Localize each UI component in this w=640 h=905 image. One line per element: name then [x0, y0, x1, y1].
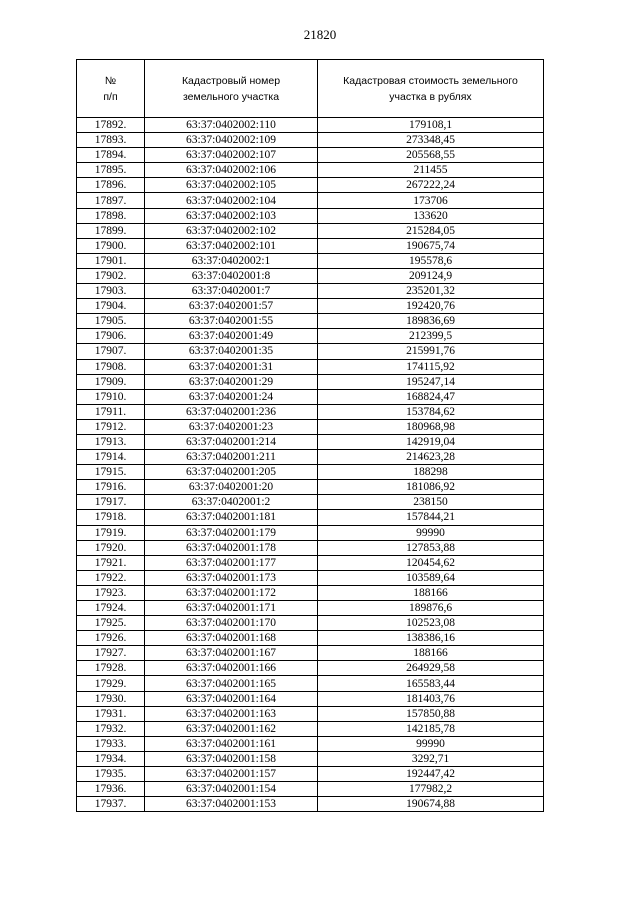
cell-cadastral-number: 63:37:0402002:106 — [145, 163, 318, 178]
cell-number: 17904. — [77, 299, 145, 314]
table-row — [77, 691, 544, 706]
cell-number: 17921. — [77, 555, 145, 570]
table-row — [77, 268, 544, 283]
cell-cadastral-number: 63:37:0402001:181 — [145, 510, 318, 525]
cell-cadastral-value: 142185,78 — [318, 721, 544, 736]
table-row — [77, 706, 544, 721]
cell-number: 17935. — [77, 767, 145, 782]
table-row — [77, 751, 544, 766]
table-row — [77, 721, 544, 736]
table-row — [77, 404, 544, 419]
table-row — [77, 570, 544, 585]
cell-cadastral-number: 63:37:0402001:57 — [145, 299, 318, 314]
table-row — [77, 676, 544, 691]
cell-cadastral-number: 63:37:0402001:236 — [145, 404, 318, 419]
cell-cadastral-value: 189876,6 — [318, 601, 544, 616]
table-row — [77, 148, 544, 163]
table-row — [77, 374, 544, 389]
table-row — [77, 299, 544, 314]
cell-number: 17930. — [77, 691, 145, 706]
column-header-cadastral-number: Кадастровый номер земельного участка — [145, 60, 318, 118]
cell-number: 17903. — [77, 284, 145, 299]
cell-cadastral-value: 195247,14 — [318, 374, 544, 389]
cell-cadastral-number: 63:37:0402001:7 — [145, 284, 318, 299]
cell-cadastral-value: 192420,76 — [318, 299, 544, 314]
cell-cadastral-number: 63:37:0402001:211 — [145, 450, 318, 465]
table-row — [77, 223, 544, 238]
table-header-row — [77, 60, 544, 118]
cell-cadastral-value: 120454,62 — [318, 555, 544, 570]
cell-number: 17913. — [77, 434, 145, 449]
table-row — [77, 344, 544, 359]
cell-number: 17899. — [77, 223, 145, 238]
table-row — [77, 450, 544, 465]
table-row — [77, 767, 544, 782]
cell-cadastral-number: 63:37:0402001:158 — [145, 751, 318, 766]
table-row — [77, 616, 544, 631]
cell-cadastral-number: 63:37:0402001:163 — [145, 706, 318, 721]
cell-number: 17931. — [77, 706, 145, 721]
cadastral-value-table — [76, 59, 544, 812]
cell-number: 17894. — [77, 148, 145, 163]
table-row — [77, 585, 544, 600]
cell-cadastral-value: 188298 — [318, 465, 544, 480]
cell-number: 17907. — [77, 344, 145, 359]
cell-cadastral-number: 63:37:0402001:168 — [145, 631, 318, 646]
cell-cadastral-number: 63:37:0402001:154 — [145, 782, 318, 797]
cell-cadastral-value: 157844,21 — [318, 510, 544, 525]
cell-cadastral-number: 63:37:0402001:29 — [145, 374, 318, 389]
cell-cadastral-value: 190675,74 — [318, 238, 544, 253]
cell-cadastral-number: 63:37:0402001:153 — [145, 797, 318, 812]
cell-number: 17900. — [77, 238, 145, 253]
cell-cadastral-value: 133620 — [318, 208, 544, 223]
cell-cadastral-value: 181403,76 — [318, 691, 544, 706]
cell-cadastral-number: 63:37:0402001:157 — [145, 767, 318, 782]
cell-number: 17909. — [77, 374, 145, 389]
cell-number: 17902. — [77, 268, 145, 283]
cell-number: 17934. — [77, 751, 145, 766]
cell-cadastral-value: 195578,6 — [318, 253, 544, 268]
cell-cadastral-value: 212399,5 — [318, 329, 544, 344]
cell-cadastral-number: 63:37:0402001:214 — [145, 434, 318, 449]
table-row — [77, 389, 544, 404]
cell-number: 17928. — [77, 661, 145, 676]
table-row — [77, 601, 544, 616]
cell-number: 17919. — [77, 525, 145, 540]
cell-cadastral-value: 103589,64 — [318, 570, 544, 585]
cell-cadastral-value: 209124,9 — [318, 268, 544, 283]
column-header-number: № п/п — [77, 60, 145, 118]
cell-cadastral-number: 63:37:0402001:166 — [145, 661, 318, 676]
cell-number: 17895. — [77, 163, 145, 178]
cell-cadastral-number: 63:37:0402002:1 — [145, 253, 318, 268]
table-row — [77, 329, 544, 344]
cell-number: 17910. — [77, 389, 145, 404]
cell-cadastral-number: 63:37:0402001:55 — [145, 314, 318, 329]
cell-cadastral-value: 205568,55 — [318, 148, 544, 163]
cell-cadastral-number: 63:37:0402001:8 — [145, 268, 318, 283]
cell-cadastral-number: 63:37:0402001:173 — [145, 570, 318, 585]
table-row — [77, 208, 544, 223]
cell-cadastral-value: 190674,88 — [318, 797, 544, 812]
cell-cadastral-number: 63:37:0402001:49 — [145, 329, 318, 344]
cell-cadastral-number: 63:37:0402001:171 — [145, 601, 318, 616]
cell-cadastral-value: 99990 — [318, 736, 544, 751]
table-row — [77, 178, 544, 193]
cell-number: 17893. — [77, 133, 145, 148]
page-number: 21820 — [303, 27, 337, 42]
cell-number: 17920. — [77, 540, 145, 555]
cell-cadastral-value: 102523,08 — [318, 616, 544, 631]
cell-number: 17911. — [77, 404, 145, 419]
table-row — [77, 540, 544, 555]
cell-cadastral-number: 63:37:0402002:105 — [145, 178, 318, 193]
cell-cadastral-value: 177982,2 — [318, 782, 544, 797]
table-row — [77, 525, 544, 540]
cell-cadastral-number: 63:37:0402002:107 — [145, 148, 318, 163]
table-row — [77, 253, 544, 268]
cell-number: 17922. — [77, 570, 145, 585]
cell-cadastral-value: 211455 — [318, 163, 544, 178]
table-row — [77, 118, 544, 133]
cell-number: 17897. — [77, 193, 145, 208]
table-row — [77, 434, 544, 449]
table-row — [77, 163, 544, 178]
cell-cadastral-value: 180968,98 — [318, 419, 544, 434]
table-row — [77, 631, 544, 646]
cell-number: 17926. — [77, 631, 145, 646]
table-row — [77, 646, 544, 661]
cell-cadastral-number: 63:37:0402001:2 — [145, 495, 318, 510]
cell-cadastral-number: 63:37:0402002:104 — [145, 193, 318, 208]
cell-cadastral-value: 153784,62 — [318, 404, 544, 419]
cell-cadastral-number: 63:37:0402001:35 — [145, 344, 318, 359]
cell-cadastral-number: 63:37:0402001:205 — [145, 465, 318, 480]
table-row — [77, 193, 544, 208]
cell-cadastral-number: 63:37:0402002:110 — [145, 118, 318, 133]
cell-number: 17929. — [77, 676, 145, 691]
cell-cadastral-value: 188166 — [318, 585, 544, 600]
cell-cadastral-value: 127853,88 — [318, 540, 544, 555]
table-row — [77, 555, 544, 570]
cell-cadastral-value: 168824,47 — [318, 389, 544, 404]
cell-cadastral-number: 63:37:0402001:164 — [145, 691, 318, 706]
cell-cadastral-number: 63:37:0402001:167 — [145, 646, 318, 661]
cell-number: 17916. — [77, 480, 145, 495]
cell-number: 17915. — [77, 465, 145, 480]
cell-cadastral-number: 63:37:0402001:31 — [145, 359, 318, 374]
cell-cadastral-value: 142919,04 — [318, 434, 544, 449]
cell-number: 17918. — [77, 510, 145, 525]
cell-cadastral-number: 63:37:0402001:165 — [145, 676, 318, 691]
table-row — [77, 510, 544, 525]
cell-cadastral-number: 63:37:0402001:179 — [145, 525, 318, 540]
table-row — [77, 782, 544, 797]
cell-cadastral-value: 273348,45 — [318, 133, 544, 148]
cell-cadastral-number: 63:37:0402001:20 — [145, 480, 318, 495]
cell-number: 17923. — [77, 585, 145, 600]
cell-cadastral-value: 215991,76 — [318, 344, 544, 359]
cell-cadastral-value: 267222,24 — [318, 178, 544, 193]
cell-cadastral-value: 181086,92 — [318, 480, 544, 495]
cell-number: 17914. — [77, 450, 145, 465]
cell-cadastral-value: 189836,69 — [318, 314, 544, 329]
cell-number: 17912. — [77, 419, 145, 434]
table-row — [77, 238, 544, 253]
cell-cadastral-value: 157850,88 — [318, 706, 544, 721]
cell-number: 17917. — [77, 495, 145, 510]
cell-number: 17925. — [77, 616, 145, 631]
cell-cadastral-value: 235201,32 — [318, 284, 544, 299]
cell-cadastral-value: 188166 — [318, 646, 544, 661]
table-row — [77, 465, 544, 480]
cell-cadastral-value: 192447,42 — [318, 767, 544, 782]
cell-cadastral-value: 3292,71 — [318, 751, 544, 766]
cell-cadastral-value: 215284,05 — [318, 223, 544, 238]
cell-number: 17932. — [77, 721, 145, 736]
cell-number: 17898. — [77, 208, 145, 223]
cell-cadastral-value: 138386,16 — [318, 631, 544, 646]
cell-cadastral-number: 63:37:0402001:177 — [145, 555, 318, 570]
cell-number: 17896. — [77, 178, 145, 193]
cell-number: 17937. — [77, 797, 145, 812]
table-row — [77, 419, 544, 434]
column-header-cadastral-value: Кадастровая стоимость земельного участка в рублях — [318, 60, 544, 118]
cell-number: 17906. — [77, 329, 145, 344]
cell-number: 17924. — [77, 601, 145, 616]
cell-cadastral-number: 63:37:0402001:23 — [145, 419, 318, 434]
table-row — [77, 359, 544, 374]
table-row — [77, 661, 544, 676]
table-body — [77, 118, 544, 812]
cell-cadastral-value: 99990 — [318, 525, 544, 540]
cell-cadastral-number: 63:37:0402002:101 — [145, 238, 318, 253]
cell-cadastral-number: 63:37:0402001:170 — [145, 616, 318, 631]
table-row — [77, 314, 544, 329]
cell-number: 17905. — [77, 314, 145, 329]
cell-number: 17933. — [77, 736, 145, 751]
table-row — [77, 495, 544, 510]
cell-cadastral-number: 63:37:0402002:109 — [145, 133, 318, 148]
cell-number: 17936. — [77, 782, 145, 797]
cell-number: 17892. — [77, 118, 145, 133]
cell-cadastral-value: 238150 — [318, 495, 544, 510]
table-row — [77, 480, 544, 495]
cell-number: 17927. — [77, 646, 145, 661]
cell-number: 17908. — [77, 359, 145, 374]
table-row — [77, 133, 544, 148]
cell-cadastral-value: 214623,28 — [318, 450, 544, 465]
cell-cadastral-value: 174115,92 — [318, 359, 544, 374]
cell-cadastral-number: 63:37:0402001:161 — [145, 736, 318, 751]
cell-cadastral-number: 63:37:0402002:103 — [145, 208, 318, 223]
cell-cadastral-value: 179108,1 — [318, 118, 544, 133]
cell-cadastral-value: 165583,44 — [318, 676, 544, 691]
cell-cadastral-value: 173706 — [318, 193, 544, 208]
cell-cadastral-number: 63:37:0402001:172 — [145, 585, 318, 600]
table-row — [77, 284, 544, 299]
cell-cadastral-number: 63:37:0402001:178 — [145, 540, 318, 555]
table-row — [77, 797, 544, 812]
cell-cadastral-value: 264929,58 — [318, 661, 544, 676]
cell-cadastral-number: 63:37:0402002:102 — [145, 223, 318, 238]
cell-cadastral-number: 63:37:0402001:162 — [145, 721, 318, 736]
table-row — [77, 736, 544, 751]
cell-cadastral-number: 63:37:0402001:24 — [145, 389, 318, 404]
cell-number: 17901. — [77, 253, 145, 268]
